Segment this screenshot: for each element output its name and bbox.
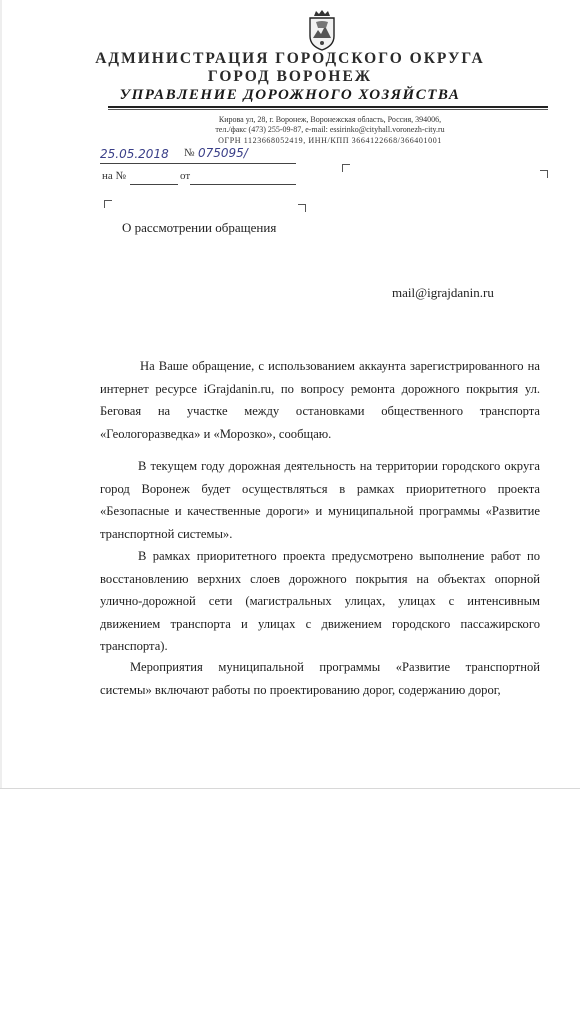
reference-date-label: от xyxy=(180,170,191,182)
reference-number-label: на № xyxy=(102,170,127,182)
scan-edge-shadow xyxy=(0,0,2,788)
outgoing-underline xyxy=(100,163,296,164)
body-paragraph-1: На Ваше обращение, с использованием аккаунта зарегистрированного на интернет ресурсе iGrajdanin.ru, по вопросу ремонта дорожного покрытия ул. Беговая на участке между остановками общественного транспорта «Геологоразведка» и «Морозко», сообщаю. xyxy=(100,359,540,441)
org-name-line2: ГОРОД ВОРОНЕЖ xyxy=(207,68,373,85)
page-bottom-edge xyxy=(0,788,580,789)
department-name: УПРАВЛЕНИЕ ДОРОЖНОГО ХОЗЯЙСТВА xyxy=(119,87,461,103)
address-line: Кирова ул, 28, г. Воронеж, Воронежская область, Россия, 394006, xyxy=(218,115,442,124)
body-paragraph-2: В текущем году дорожная деятельность на территории городского округа город Воронеж будет осуществляться в рамках приоритетного проекта «Безопасные и качественные дороги» и муниципальной программы «Развитие транспортной системы». xyxy=(100,459,540,541)
outgoing-date: 25.05.2018 xyxy=(100,147,169,161)
registration-ids-line: ОГРН 1123668052419, ИНН/КПП 3664122668/366401001 xyxy=(218,136,442,145)
org-name-line1: АДМИНИСТРАЦИЯ ГОРОДСКОГО ОКРУГА xyxy=(95,50,485,67)
coat-of-arms-icon xyxy=(304,8,340,52)
letter-subject: О рассмотрении обращения xyxy=(122,220,277,235)
subject-corner-right xyxy=(298,204,306,212)
subject-corner-left xyxy=(104,200,112,208)
body-paragraph-4: Мероприятия муниципальной программы «Развитие транспортной системы» включают работы по проектированию дорог, содержанию дорог, xyxy=(100,660,540,697)
reference-number-blank xyxy=(130,184,178,185)
header-rule-thin xyxy=(108,109,548,110)
number-sign: № xyxy=(184,147,195,159)
recipient-email: mail@igrajdanin.ru xyxy=(392,285,494,300)
address-corner-top-right xyxy=(540,170,548,178)
reference-date-blank xyxy=(190,184,296,185)
header-rule xyxy=(108,106,548,108)
address-corner-top-left xyxy=(342,164,350,172)
outgoing-number: 075095/ xyxy=(198,146,248,160)
phone-email-line: тел./факс (473) 255-09-87, e-mail: essirinko@cityhall.voronezh-city.ru xyxy=(215,125,445,134)
body-paragraph-3: В рамках приоритетного проекта предусмотрено выполнение работ по восстановлению верхних слоев дорожного покрытия на объектах опорной улично-дорожной сети (магистральных улицах, улицах с интенсивным движением транспорта и улицах с движением городского пассажирского транспорта). xyxy=(100,549,540,653)
